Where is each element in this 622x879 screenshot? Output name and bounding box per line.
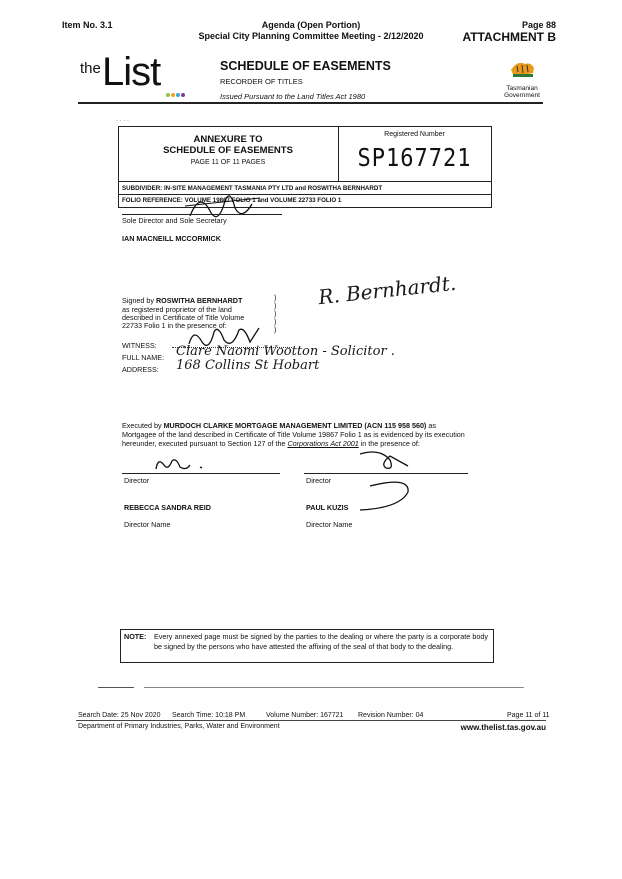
signed-by-name: ROSWITHA BERNHARDT xyxy=(155,296,243,305)
witness-label: WITNESS: xyxy=(122,341,157,350)
attachment-label: ATTACHMENT B xyxy=(462,30,556,44)
sole-director-label: Sole Director and Sole Secretary xyxy=(122,216,227,225)
banner-subtitle: RECORDER OF TITLES xyxy=(220,77,303,86)
executed-text2: as xyxy=(428,421,436,430)
footer-divider-top xyxy=(76,720,546,721)
footer-volume: Volume Number: 167721 xyxy=(266,712,344,719)
fullname-value: Clare Naomi Wootton - Solicitor . xyxy=(176,344,395,359)
fullname-label: FULL NAME: xyxy=(122,353,165,362)
address-value: 168 Collins St Hobart xyxy=(176,358,320,373)
annexure-divider-h2 xyxy=(118,194,491,195)
signed-line2: as registered proprietor of the land xyxy=(122,305,232,314)
executed-line1 xyxy=(122,421,502,430)
logo-dots-icon xyxy=(166,92,186,98)
director-name-label-left: Director Name xyxy=(124,520,171,529)
footer-department: Department of Primary Industries, Parks, Water and Environment xyxy=(78,723,280,730)
kuzis-signature xyxy=(350,446,430,516)
executed-line2: Mortgagee of the land described in Certificate of Title Volume 19867 Folio 1 as is evidenced by its execution xyxy=(122,430,465,439)
director-label-left: Director xyxy=(124,476,150,485)
tiger-icon xyxy=(507,56,537,80)
folio-reference: FOLIO REFERENCE: VOLUME 19867 FOLIO 1 and VOLUME 22733 FOLIO 1 xyxy=(122,197,342,204)
logo-the-text: the xyxy=(80,60,101,77)
scan-specks: · · · · xyxy=(116,118,129,124)
logo-list-text: List xyxy=(102,50,161,94)
bernhardt-signature: R. Bernhardt. xyxy=(317,270,458,310)
banner-divider xyxy=(78,102,543,104)
annexure-heading2: SCHEDULE OF EASEMENTS xyxy=(163,145,293,156)
executed-text1: Executed by xyxy=(122,421,162,430)
right-director-name: PAUL KUZIS xyxy=(306,503,349,512)
govt-line1: Tasmanian xyxy=(506,85,538,92)
executed-line3b: in the presence of: xyxy=(360,439,420,448)
banner-issued: Issued Pursuant to the Land Titles Act 1980 xyxy=(220,92,366,101)
executed-line3a: hereunder, executed pursuant to Section 127 of the xyxy=(122,439,286,448)
director-label-right: Director xyxy=(306,476,332,485)
note-text: Every annexed page must be signed by the parties to the dealing or where the party is a corporate body be signed by the persons who have attested the affixing of the seal of that body to the dealing. xyxy=(154,632,488,651)
sole-director-line xyxy=(122,214,282,215)
registered-label: Registered Number xyxy=(384,131,445,138)
page-number: Page 88 xyxy=(521,20,556,30)
footer-search-date: Search Date: 25 Nov 2020 xyxy=(78,712,161,719)
banner-title: SCHEDULE OF EASEMENTS xyxy=(220,59,391,73)
note-label: NOTE: xyxy=(124,632,147,641)
agenda-title: Agenda (Open Portion) xyxy=(261,20,361,30)
signed-by-prefix: Signed by xyxy=(122,296,154,305)
signed-line3: described in Certificate of Title Volume xyxy=(122,313,245,322)
signed-line4: 22733 Folio 1 in the presence of: xyxy=(122,321,227,330)
thelist-logo xyxy=(80,50,190,100)
address-label: ADDRESS: xyxy=(122,365,159,374)
annexure-page-info: PAGE 11 OF 11 PAGES xyxy=(190,159,266,166)
edge-mark-mid xyxy=(144,687,524,688)
executed-company: MURDOCH CLARKE MORTGAGE MANAGEMENT LIMITED (ACN 115 958 560) xyxy=(163,421,427,430)
tas-govt-emblem xyxy=(498,56,546,102)
annexure-heading1: ANNEXURE TO xyxy=(193,134,263,145)
annexure-divider-h xyxy=(118,181,491,182)
edge-mark-left xyxy=(98,687,134,688)
brackets: ) ) ) ) ) xyxy=(274,293,277,334)
subdivider-text: SUBDIVIDER: IN-SITE MANAGEMENT TASMANIA PTY LTD and ROSWITHA BERNHARDT xyxy=(122,185,383,192)
director-line-right xyxy=(304,473,468,474)
meeting-title: Special City Planning Committee Meeting - 2/12/2020 xyxy=(198,31,424,41)
director-name-label-right: Director Name xyxy=(306,520,353,529)
govt-line2: Government xyxy=(504,92,540,99)
executed-act: Corporations Act 2001 xyxy=(287,439,359,448)
director-line-left xyxy=(122,473,280,474)
director-name-mccormick: IAN MACNEILL MCCORMICK xyxy=(122,234,221,243)
footer-revision: Revision Number: 04 xyxy=(358,712,424,719)
footer-website[interactable]: www.thelist.tas.gov.au xyxy=(460,723,546,732)
left-director-name: REBECCA SANDRA REID xyxy=(124,503,211,512)
reid-signature xyxy=(150,453,210,475)
footer-search-time: Search Time: 10:18 PM xyxy=(172,712,246,719)
item-number: Item No. 3.1 xyxy=(62,20,113,30)
registered-number: SP167721 xyxy=(357,144,472,173)
footer-page: Page 11 of 11 xyxy=(507,712,550,719)
